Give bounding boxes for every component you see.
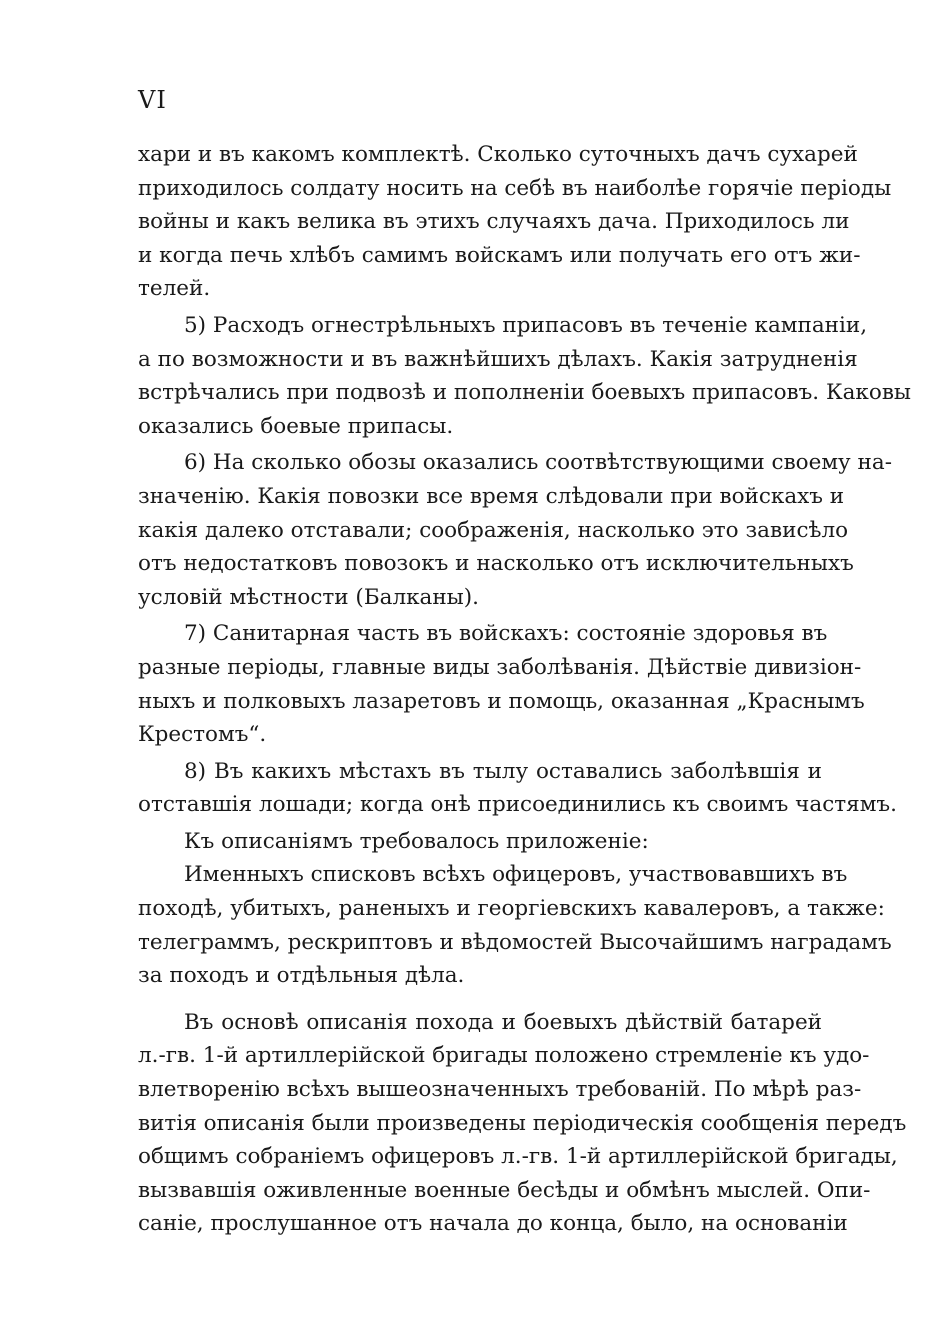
text-line: телей.	[138, 276, 211, 302]
text-line: 7) Санитарная часть въ войскахъ: состояніе здоровья въ	[184, 621, 828, 647]
text-line: и когда печь хлѣбъ самимъ войскамъ или получать его отъ жи-	[138, 242, 861, 268]
text-line: разные періоды, главные виды заболѣванія. Дѣйствіе дивизіон-	[138, 654, 862, 680]
text-line: встрѣчались при подвозѣ и пополненіи боевыхъ припасовъ. Каковы	[138, 380, 912, 406]
page-number: VI	[138, 86, 167, 114]
text-line: Крестомъ“.	[138, 722, 267, 748]
text-line: 6) На сколько обозы оказались соотвѣтствующими своему на-	[184, 450, 892, 476]
text-line: походѣ, убитыхъ, раненыхъ и георгіевскихъ кавалеровъ, а также:	[138, 896, 885, 922]
text-line: условій мѣстности (Балканы).	[138, 584, 480, 610]
text-line: отъ недостатковъ повозокъ и насколько отъ исключительныхъ	[138, 551, 854, 577]
text-line: 8) Въ какихъ мѣстахъ въ тылу оставались заболѣвшія и	[184, 758, 822, 784]
text-line: Въ основѣ описанія похода и боевыхъ дѣйствій батарей	[184, 1009, 822, 1035]
text-line: значенію. Какія повозки все время слѣдовали при войскахъ и	[138, 483, 845, 509]
text-line: какія далеко отставали; соображенія, насколько это зависѣло	[138, 517, 849, 543]
text-line: а по возможности и въ важнѣйшихъ дѣлахъ. Какія затрудненія	[138, 346, 858, 372]
text-line: ныхъ и полковыхъ лазаретовъ и помощь, оказанная „Краснымъ	[138, 688, 865, 714]
text-line: л.-гв. 1-й артиллерійской бригады положено стремленіе къ удо-	[138, 1043, 870, 1069]
text-line: саніе, прослушанное отъ начала до конца, было, на основаніи	[138, 1211, 848, 1237]
text-line: оказались боевые припасы.	[138, 413, 454, 439]
text-line: приходилось солдату носить на себѣ въ наиболѣе горячіе періоды	[138, 175, 892, 201]
text-line: 5) Расходъ огнестрѣльныхъ припасовъ въ теченіе кампаніи,	[184, 312, 868, 338]
text-line: вызвавшія оживленные военные бесѣды и обмѣнъ мыслей. Опи-	[138, 1177, 871, 1203]
text-line: общимъ собраніемъ офицеровъ л.-гв. 1-й артиллерійской бригады,	[138, 1144, 898, 1170]
text-line: хари и въ какомъ комплектѣ. Сколько суточныхъ дачъ сухарей	[138, 142, 858, 167]
text-line: влетворенію всѣхъ вышеозначенныхъ требованій. По мѣрѣ раз-	[138, 1077, 862, 1103]
text-line: Къ описаніямъ требовалось приложеніе:	[184, 828, 649, 854]
text-line: Именныхъ списковъ всѣхъ офицеровъ, участвовавшихъ въ	[184, 862, 848, 888]
text-line: отставшія лошади; когда онѣ присоединились къ своимъ частямъ.	[138, 792, 897, 818]
text-line: витія описанія были произведены періодическія сообщенія передъ	[138, 1110, 907, 1136]
text-line: войны и какъ велика въ этихъ случаяхъ дача. Приходилось ли	[138, 209, 850, 235]
text-line: за походъ и отдѣльныя дѣла.	[138, 963, 465, 989]
text-line: телеграммъ, рескриптовъ и вѣдомостей Высочайшимъ наградамъ	[138, 929, 892, 955]
body-text	[138, 138, 912, 1241]
